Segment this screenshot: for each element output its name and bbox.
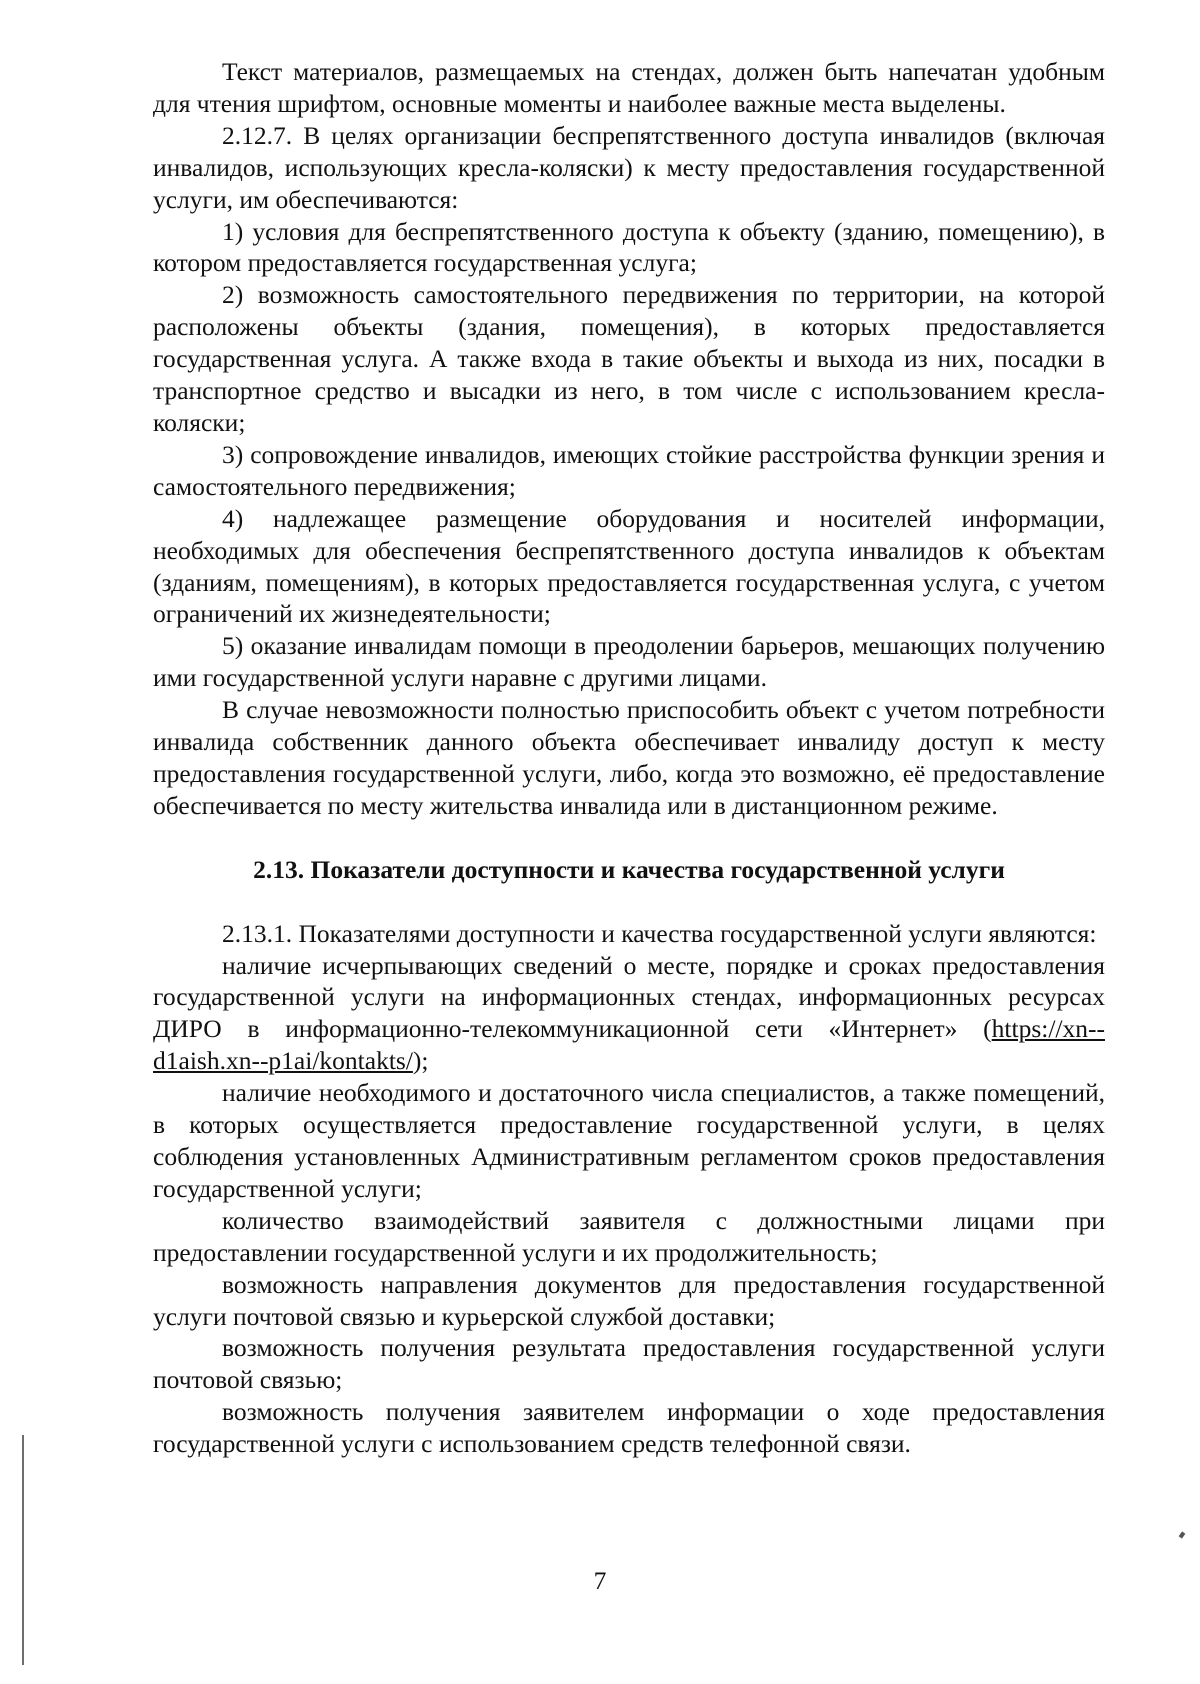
list-item-3: 3) сопровождение инвалидов, имеющих стойкие расстройства функции зрения и самостоятельного передвижения; xyxy=(153,439,1105,501)
list-item-5: 5) оказание инвалидам помощи в преодолении барьеров, мешающих получению ими государственной услуги наравне с другими лицами. xyxy=(153,631,1105,693)
paragraph-document-delivery: возможность направления документов для предоставления государственной услуги почтовой связью и курьерской службой доставки; xyxy=(153,1269,1105,1331)
document-page xyxy=(153,56,1105,1460)
paragraph-info-tail: ); xyxy=(412,1046,429,1076)
scan-artifact-mark xyxy=(1179,1531,1186,1538)
paragraph-info-text: наличие исчерпывающих сведений о месте, порядке и сроках предоставления государственной услуги на информационных стендах, информационных ресурсах ДИРО в информационно-телекоммуникационной сети «Интернет» ( xyxy=(153,950,1105,1044)
list-item-1: 1) условия для беспрепятственного доступа к объекту (зданию, помещению), в котором предоставляется государственная услуга; xyxy=(153,216,1105,278)
list-item-4: 4) надлежащее размещение оборудования и носителей информации, необходимых для обеспечения беспрепятственного доступа инвалидов к объектам (зданиям, помещениям), в которых предоставляется государственная услуга, с учетом ограничений их жизнедеятельности; xyxy=(153,503,1105,629)
paragraph-info-availability xyxy=(153,950,1105,1078)
list-item-2: 2) возможность самостоятельного передвижения по территории, на которой расположены объекты (здания, помещения), в которых предоставляется государственная услуга. А также входа в такие объекты и выхода из них, посадки в транспортное средство и высадки из него, в том числе с использованием кресла-коляски; xyxy=(153,280,1105,437)
scan-artifact-line xyxy=(22,1435,24,1665)
page-number: 7 xyxy=(593,1566,607,1595)
paragraph-interactions: количество взаимодействий заявителя с должностными лицами при предоставлении государственной услуги и их продолжительность; xyxy=(153,1205,1105,1267)
paragraph-impossibility: В случае невозможности полностью приспособить объект с учетом потребности инвалида собственник данного объекта обеспечивает инвалиду доступ к месту предоставления государственной услуги, либо, когда это возможно, её предоставление обеспечивается по месту жительства инвалида или в дистанционном режиме. xyxy=(153,695,1105,820)
paragraph-2-13-1: 2.13.1. Показателями доступности и качества государственной услуги являются: xyxy=(222,918,1097,948)
paragraph-phone-info: возможность получения заявителем информации о ходе предоставления государственной услуги с использованием средств телефонной связи. xyxy=(153,1397,1105,1459)
spacer xyxy=(153,822,1105,854)
paragraph-2-12-7: 2.12.7. В целях организации беспрепятственного доступа инвалидов (включая инвалидов, использующих кресла-коляски) к месту предоставления государственной услуги, им обеспечиваются: xyxy=(153,120,1105,214)
contacts-link[interactable]: https://xn--d1aish.xn--p1ai/kontakts/ xyxy=(153,1014,1105,1076)
paragraph-stand-materials: Текст материалов, размещаемых на стендах, должен быть напечатан удобным для чтения шрифтом, основные моменты и наиболее важные места выделены. xyxy=(153,57,1105,118)
paragraph-specialists: наличие необходимого и достаточного числа специалистов, а также помещений, в которых осуществляется предоставление государственной услуги, в целях соблюдения установленных Административным регламентом сроков предоставления государственной услуги; xyxy=(153,1078,1105,1203)
section-heading: 2.13. Показатели доступности и качества государственной услуги xyxy=(253,854,1005,884)
paragraph-result-by-post: возможность получения результата предоставления государственной услуги почтовой связью; xyxy=(153,1333,1105,1395)
spacer xyxy=(153,886,1105,918)
